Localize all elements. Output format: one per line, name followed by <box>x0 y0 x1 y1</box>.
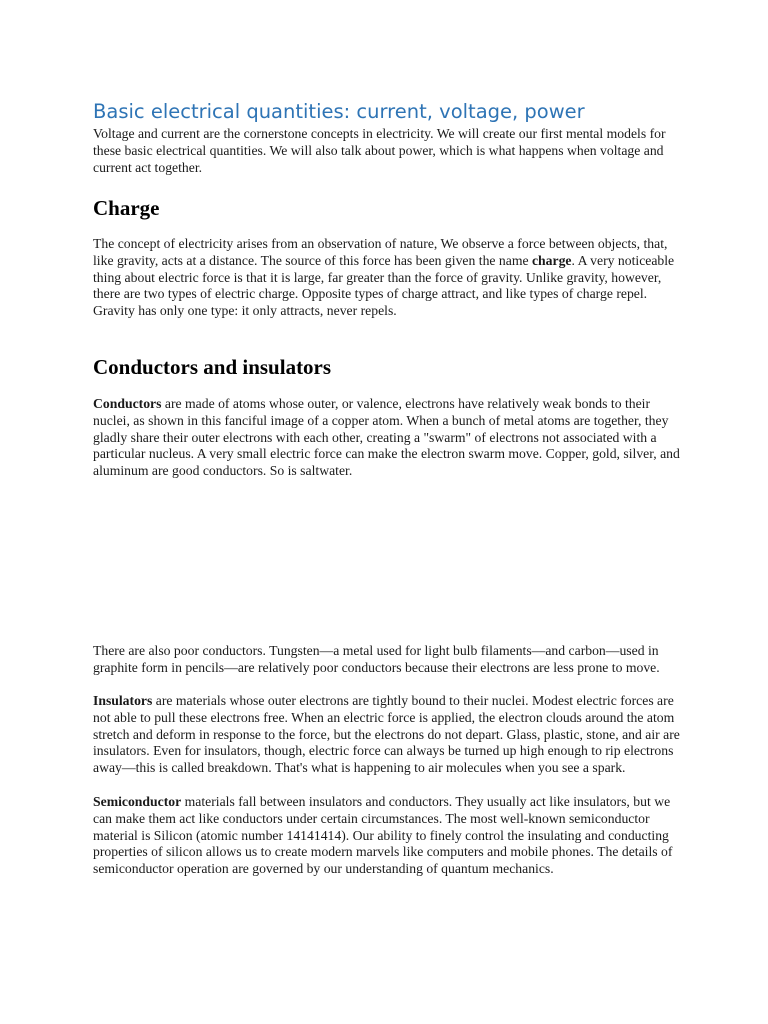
semiconductor-bold-term: Semiconductor <box>93 794 182 809</box>
insulators-paragraph <box>93 693 683 777</box>
conductors-bold-term: Conductors <box>93 396 162 411</box>
intro-paragraph: Voltage and current are the cornerstone concepts in electricity. We will create our first mental models for these basic electrical quantities. We will also talk about power, which is what happens when voltage and current act together. <box>93 126 666 175</box>
poor-conductors-paragraph: There are also poor conductors. Tungsten—a metal used for light bulb filaments—and carbon—used in graphite form in pencils—are relatively poor conductors because their electrons are less prone to move. <box>93 643 660 675</box>
semiconductor-paragraph <box>93 794 683 878</box>
insulators-bold-term: Insulators <box>93 693 153 708</box>
document-title: Basic electrical quantities: current, voltage, power <box>93 100 585 123</box>
conductors-paragraph <box>93 396 683 480</box>
conductors-insulators-heading: Conductors and insulators <box>93 355 332 379</box>
charge-bold-term: charge <box>531 252 572 268</box>
charge-heading: Charge <box>93 196 160 220</box>
insulators-text: are materials whose outer electrons are tightly bound to their nuclei. Modest electric forces are not able to pull these electrons free. When an electric force is applied, the electron clouds around the atom stretch and deform in response to the force, but the electrons do not depart. Glass, plastic, stone, and air are insulators. Even for insulators, though, electric force can always be turned up high enough to rip electrons away—this is called breakdown. That's what is happening to air molecules when you see a spark. <box>93 693 680 776</box>
conductors-text: are made of atoms whose outer, or valence, electrons have relatively weak bonds to their nuclei, as shown in this fanciful image of a copper atom. When a bunch of metal atoms are together, they gladly share their outer electrons with each other, creating a "swarm" of electrons not associated with a particular nucleus. A very small electric force can make the electron swarm move. Copper, gold, silver, and aluminum are good conductors. So is saltwater. <box>93 396 680 479</box>
semiconductor-text: materials fall between insulators and conductors. They usually act like insulators, but we can make them act like conductors under certain circumstances. The most well-known semiconductor material is Silicon (atomic number 14141414). Our ability to finely control the insulating and conducting properties of silicon allows us to create modern marvels like computers and mobile phones. The details of semiconductor operation are governed by our understanding of quantum mechanics. <box>93 794 673 877</box>
charge-text-after: . A very noticeable thing about electric force is that it is large, far greater than the force of gravity. Unlike gravity, however, there are two types of electric charge. Opposite types of charge attract, and like types of charge repel. Gravity has only one type: it only attracts, never repels. <box>93 252 675 319</box>
charge-text-before: The concept of electricity arises from an observation of nature, We observe a force between objects, that, like gravity, acts at a distance. The source of this force has been given the name <box>93 236 668 268</box>
copper-atom-image-placeholder <box>93 510 683 630</box>
charge-paragraph <box>93 236 683 320</box>
